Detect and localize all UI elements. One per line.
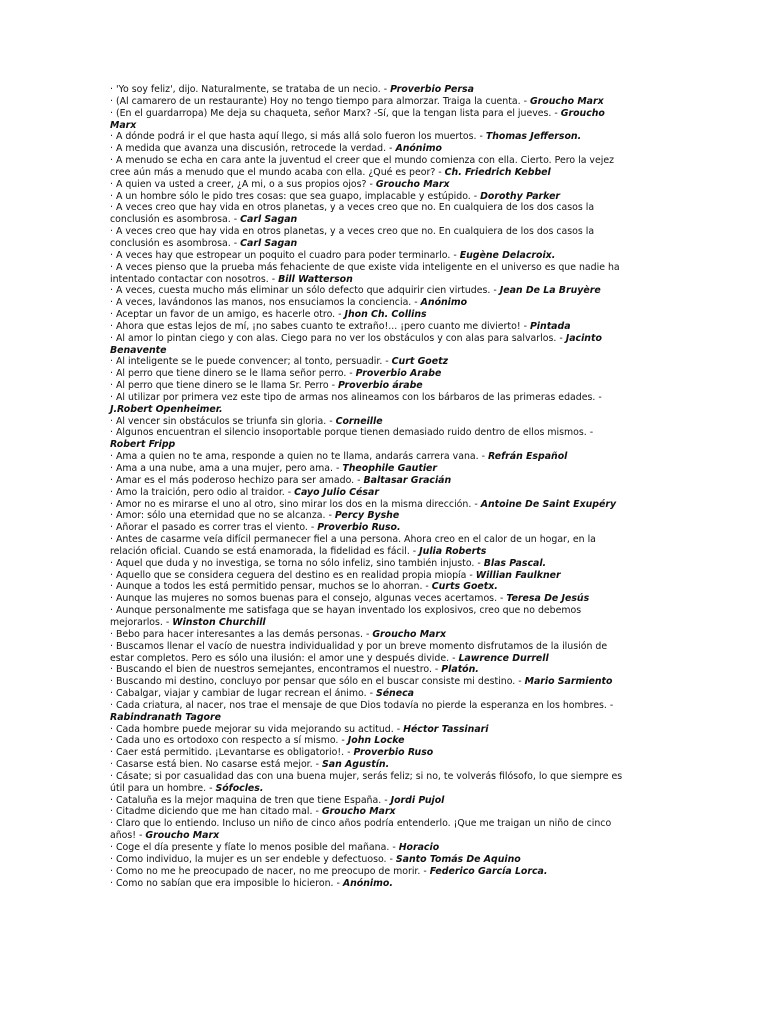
quote-author: Julia Roberts [419,545,487,557]
quote-text: · A quien va usted a creer, ¿A mi, o a sus propios ojos? - [110,178,376,190]
quote-text: · 'Yo soy feliz', dijo. Naturalmente, se trataba de un necio. - [110,84,391,95]
quote-text: · Amor no es mirarse el uno al otro, sino mirar los dos en la misma dirección. - [110,498,481,510]
quote-author: Eugène Delacroix. [459,249,556,261]
quote-item [110,842,624,854]
quote-text: · Caer está permitido. ¡Levantarse es obligatorio!. - [110,747,354,759]
quote-text: · A veces pienso que la prueba más fehaciente de que existe vida inteligente en el universo es que nadie ha intentado contactar con nosotros. - [110,261,620,285]
quote-text: · Bebo para hacer interesantes a las demás personas. - [110,628,373,640]
quote-item [110,250,624,262]
quote-item [110,593,624,605]
quote-item [110,747,624,759]
quote-item [110,688,624,700]
quote-author: Héctor Tassinari [403,723,489,735]
quote-item [110,570,624,582]
quote-text: · Aunque las mujeres no somos buenas para el consejo, algunas veces acertamos. - [110,593,507,605]
quote-item [110,380,624,392]
quote-item [110,818,624,842]
quote-author: J.Robert Openheimer. [110,403,223,415]
quote-item [110,321,624,333]
quote-item [110,771,624,795]
quote-author: Groucho Marx [529,95,604,107]
quote-author: Proverbio árabe [337,380,423,392]
quote-author: Groucho Marx [372,628,447,640]
quote-item [110,202,624,226]
quote-item [110,522,624,534]
quote-author: Jordi Pujol [390,794,445,806]
quote-author: Rabindranath Tagore [110,711,221,723]
quote-text: · A medida que avanza una discusión, retrocede la verdad. - [110,143,396,155]
quote-text: · A veces, cuesta mucho más eliminar un sólo defecto que adquirir cien virtudes. - [110,285,500,297]
quote-text: · Coge el día presente y fíate lo menos posible del mañana. - [110,842,399,853]
quote-item [110,866,624,878]
quote-item [110,84,624,96]
quote-item [110,297,624,309]
quote-text: · Al perro que tiene dinero se le llama Sr. Perro - [110,380,338,392]
quote-author: Cayo Julio César [294,486,379,498]
quote-author: Thomas Jefferson. [485,131,582,143]
quote-item [110,534,624,558]
quote-item [110,368,624,380]
quote-author: Anónimo [420,297,468,309]
quote-author: Groucho Marx [321,806,396,818]
quote-item [110,262,624,286]
quote-text: · Buscamos llenar el vacío de nuestra individualidad y por un breve momento disfrutamos de la ilusión de estar completos. Pero es sólo una ilusión: el amor une y después divide. - [110,640,608,664]
quote-text: · Aceptar un favor de un amigo, es hacerle otro. - [110,309,345,321]
quote-author: Horacio [398,842,440,853]
quote-text: · Buscando el bien de nuestros semejantes, encontramos el nuestro. - [110,664,442,676]
quote-item [110,96,624,108]
quote-author: Jacinto Benavente [110,332,602,356]
quote-item [110,392,624,416]
quote-text: · Aquel que duda y no investiga, se torna no sólo infeliz, sino también injusto. - [110,557,484,569]
quote-item [110,487,624,499]
quote-text: · Amor: sólo una eternidad que no se alcanza. - [110,510,335,522]
quote-author: Jean De La Bruyère [499,285,601,297]
quote-text: · Cada hombre puede mejorar su vida mejorando su actitud. - [110,723,404,735]
quote-item [110,309,624,321]
quote-author: Santo Tomás De Aquino [395,853,521,865]
quote-author: Jhon Ch. Collins [344,309,427,321]
quote-text: · Amar es el más poderoso hechizo para ser amado. - [110,474,364,486]
quote-item [110,463,624,475]
quote-author: Corneille [335,415,383,427]
quote-text: · Como no me he preocupado de nacer, no me preocupo de morir. - [110,865,430,877]
quote-item [110,451,624,463]
quote-item [110,735,624,747]
quote-item [110,878,624,890]
quote-item [110,499,624,511]
quote-text: · A menudo se echa en cara ante la juventud el creer que el mundo comienza con ella. Cierto. Pero la vejez cree aún más a menudo que el mundo acaba con ella. ¿Qué es peor? - [110,155,615,178]
quote-item [110,108,624,132]
quote-author: Dorothy Parker [480,190,561,202]
quote-text: · A veces creo que hay vida en otros planetas, y a veces creo que no. En cualquiera de los dos casos la conclusión es asombrosa. - [110,226,595,249]
quote-text: · Cada criatura, al nacer, nos trae el mensaje de que Dios todavía no pierde la esperanza en los hombres. - [110,699,614,711]
quote-text: · Algunos encuentran el silencio insoportable porque tienen demasiado ruido dentro de ellos mismos. - [110,427,594,439]
quote-text: · A veces creo que hay vida en otros planetas, y a veces creo que no. En cualquiera de los dos casos la conclusión es asombrosa. - [110,202,595,226]
quote-author: Proverbio Ruso. [317,522,401,534]
quote-text: · Claro que lo entiendo. Incluso un niño de cinco años podría entenderlo. ¡Que me traigan un niño de cinco años! - [110,818,612,842]
quote-item [110,629,624,641]
quote-item [110,664,624,676]
quote-author: Antoine De Saint Exupéry [480,498,617,510]
quote-author: Mario Sarmiento [524,676,613,688]
quote-author: Bill Watterson [278,273,353,285]
quote-author: Robert Fripp [110,439,176,451]
quote-text: · Al amor lo pintan ciego y con alas. Ciego para no ver los obstáculos y con alas para salvarlos. - [110,332,566,344]
quote-author: Groucho Marx [110,107,605,131]
quote-text: · A dónde podrá ir el que hasta aquí llego, si más allá solo fueron los muertos. - [110,131,486,143]
quote-text: · Casarse está bien. No casarse está mejor. - [110,759,322,771]
quote-item [110,806,624,818]
quote-text: · Citadme diciendo que me han citado mal. - [110,806,322,818]
quote-text: · Cásate; si por casualidad das con una buena mujer, serás feliz; si no, te volverás filósofo, lo que siempre es útil para un hombre. - [110,770,623,794]
quote-item [110,510,624,522]
quote-text: · Al perro que tiene dinero se le llama señor perro. - [110,368,356,380]
quote-author: Winston Churchill [172,616,266,628]
quote-author: Curt Goetz [391,356,449,368]
quote-item [110,143,624,155]
quote-item [110,191,624,203]
quote-item [110,641,624,665]
quote-author: Percy Byshe [334,510,400,522]
quote-author: Willian Faulkner [475,569,561,581]
quote-author: Carl Sagan [240,214,298,226]
quote-text: · Aunque personalmente me satisfaga que se hayan inventado los explosivos, creo que no debemos mejorarlos. - [110,605,582,628]
quote-author: Anónimo. [342,877,393,889]
quote-text: · Al vencer sin obstáculos se triunfa sin gloria. - [110,415,336,427]
quote-author: Proverbio Persa [390,84,474,95]
quote-item [110,427,624,451]
quote-text: · Como no sabían que era imposible lo hicieron. - [110,877,343,889]
quote-item [110,416,624,428]
quote-text: · Cabalgar, viajar y cambiar de lugar recrean el ánimo. - [110,688,376,700]
quote-author: Ch. Friedrich Kebbel [444,166,551,178]
quote-author: John Locke [347,735,405,747]
quote-item [110,226,624,250]
quote-author: Platón. [441,664,479,676]
quote-author: Refrán Español [487,451,568,463]
quote-item [110,475,624,487]
quote-text: · Como individuo, la mujer es un ser endeble y defectuoso. - [110,853,396,865]
quote-text: · Al inteligente se le puede convencer; al tonto, persuadir. - [110,356,392,368]
quote-author: Blas Pascal. [483,557,547,569]
quote-item [110,605,624,629]
quote-author: Sófocles. [215,782,264,794]
quote-item [110,795,624,807]
quote-text: · (Al camarero de un restaurante) Hoy no tengo tiempo para almorzar. Traiga la cuenta. - [110,95,530,107]
quote-text: · (En el guardarropa) Me deja su chaqueta, señor Marx? -Sí, que la tengan lista para el jueves. - [110,107,561,119]
quote-author: Lawrence Durrell [458,652,549,664]
quote-author: Teresa De Jesús [506,593,590,605]
quote-author: Proverbio Ruso [353,747,434,759]
quote-text: · Al utilizar por primera vez este tipo de armas nos alineamos con los bárbaros de las primeras edades. - [110,391,602,403]
quote-text: · A veces, lavándonos las manos, nos ensuciamos la conciencia. - [110,297,421,309]
quote-text: · A un hombre sólo le pido tres cosas: que sea guapo, implacable y estúpido. - [110,190,481,202]
quote-item [110,179,624,191]
quote-item [110,131,624,143]
quote-text: · Aquello que se considera ceguera del destino es en realidad propia miopía - [110,569,476,581]
quote-text: · Cada uno es ortodoxo con respecto a sí mismo. - [110,735,348,747]
quote-author: Proverbio Arabe [355,368,442,380]
quote-text: · Ama a quien no te ama, responde a quien no te llama, andarás carrera vana. - [110,451,488,463]
quote-item [110,759,624,771]
quote-item [110,333,624,357]
quote-author: Groucho Marx [145,830,220,842]
quote-author: Carl Sagan [240,237,298,249]
quote-author: Groucho Marx [375,178,450,190]
quote-text: · Cataluña es la mejor maquina de tren que tiene España. - [110,794,391,806]
quote-item [110,356,624,368]
quote-author: Baltasar Gracián [363,474,452,486]
quote-text: · Amo la traición, pero odio al traidor. - [110,486,295,498]
quote-text: · Ama a una nube, ama a una mujer, pero ama. - [110,463,343,474]
quote-text: · Buscando mi destino, concluyo por pensar que sólo en el buscar consiste mi destino. - [110,676,525,688]
quote-item [110,676,624,688]
quote-author: San Agustín. [322,759,390,771]
quote-text: · Ahora que estas lejos de mí, ¡no sabes cuanto te extraño!... ¡pero cuanto me divierto! - [110,320,530,332]
quote-text: · Antes de casarme veía difícil permanecer fiel a una persona. Ahora creo en el calor de un hogar, en la relación oficial. Cuando se está enamorada, la fidelidad es fácil. - [110,534,596,557]
quote-author: Federico García Lorca. [429,865,548,877]
quote-author: Theophile Gautier [342,463,438,474]
quote-author: Séneca [375,688,414,700]
quote-item [110,854,624,866]
quote-item [110,155,624,179]
quote-list [110,84,624,889]
quote-item [110,700,624,724]
quote-item [110,285,624,297]
quote-item [110,724,624,736]
quote-text: · Añorar el pasado es correr tras el viento. - [110,522,318,534]
quote-item [110,581,624,593]
quote-author: Anónimo [395,143,442,155]
quote-text: · Aunque a todos les está permitido pensar, muchos se lo ahorran. - [110,581,432,593]
quote-author: Curts Goetx. [431,581,498,593]
quote-item [110,558,624,570]
quote-text: · A veces hay que estropear un poquito el cuadro para poder terminarlo. - [110,249,460,261]
quote-author: Pintada [529,320,571,332]
